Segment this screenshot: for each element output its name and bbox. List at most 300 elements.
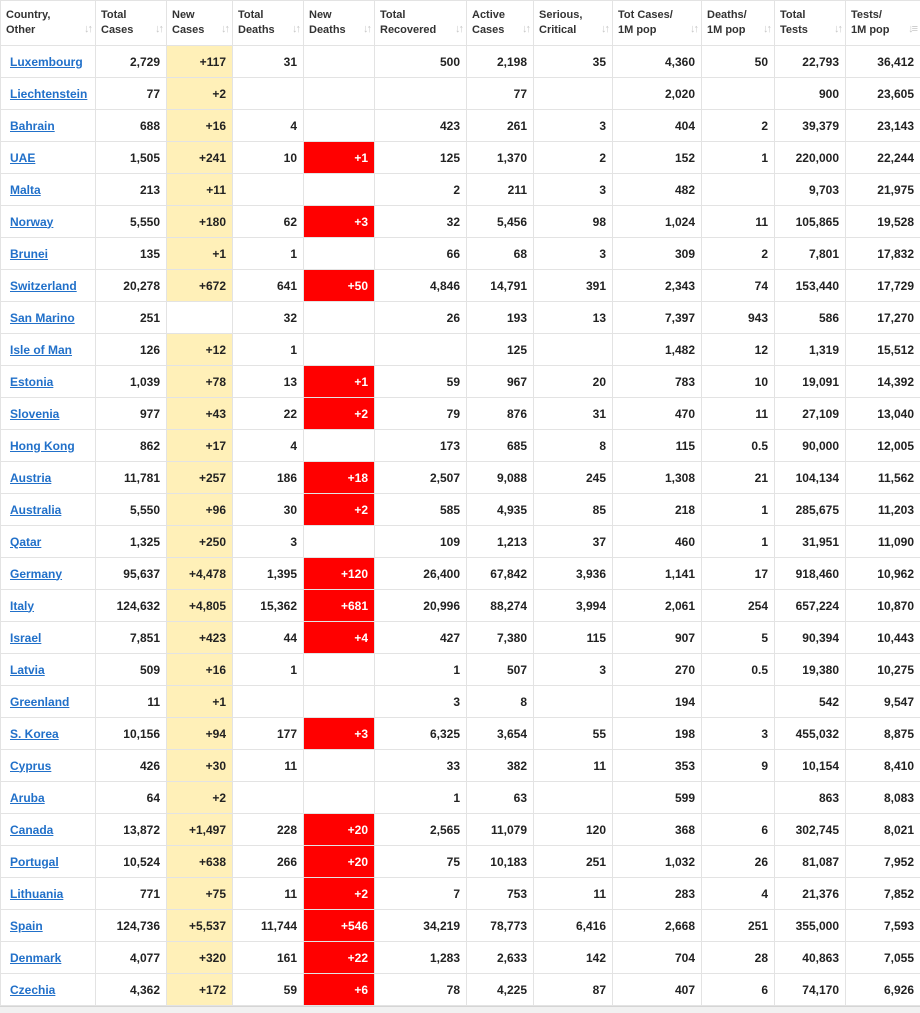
cell-total-deaths: 31 [233,46,304,78]
cell-total-cases: 977 [96,398,167,430]
cell-total-tests: 104,134 [775,462,846,494]
table-row [1,622,920,654]
cell-deaths-1m: 5 [702,622,775,654]
cell-tests-1m: 6,926 [846,974,920,1006]
table-row [1,910,920,942]
cell-total-recovered: 33 [375,750,467,782]
cell-active-cases: 1,370 [467,142,534,174]
cell-tests-1m: 23,605 [846,78,920,110]
country-link[interactable]: Italy [10,599,34,613]
sort-desc-icon[interactable]: ↓≡ [908,22,916,37]
cell-total-recovered: 34,219 [375,910,467,942]
cell-total-cases: 20,278 [96,270,167,302]
cell-new-cases: +78 [167,366,233,398]
cell-tot-cases-1m: 7,397 [613,302,702,334]
column-header-tests-1m[interactable] [846,1,920,46]
sort-icon[interactable]: ↓↑ [522,22,529,37]
country-link[interactable]: UAE [10,151,35,165]
cell-serious-critical: 3 [534,654,613,686]
country-link[interactable]: San Marino [10,311,75,325]
cell-total-deaths: 13 [233,366,304,398]
cell-total-tests: 657,224 [775,590,846,622]
cell-deaths-1m: 1 [702,142,775,174]
cell-active-cases: 125 [467,334,534,366]
sort-icon[interactable]: ↓↑ [601,22,608,37]
country-link[interactable]: Greenland [10,695,69,709]
country-link[interactable]: Cyprus [10,759,51,773]
cell-new-cases: +180 [167,206,233,238]
cell-serious-critical [534,78,613,110]
sort-icon[interactable]: ↓↑ [455,22,462,37]
sort-icon[interactable]: ↓↑ [292,22,299,37]
cell-tot-cases-1m: 1,024 [613,206,702,238]
column-header-label-line1: Total [780,9,805,21]
cell-deaths-1m: 11 [702,398,775,430]
cell-country [1,462,96,494]
cell-total-cases: 5,550 [96,206,167,238]
table-row [1,334,920,366]
cell-new-deaths: +1 [304,366,375,398]
cell-active-cases: 382 [467,750,534,782]
cell-country [1,430,96,462]
cell-total-recovered: 427 [375,622,467,654]
sort-icon[interactable]: ↓↑ [155,22,162,37]
cell-tot-cases-1m: 460 [613,526,702,558]
table-row [1,270,920,302]
cell-tot-cases-1m: 470 [613,398,702,430]
cell-total-recovered: 2,507 [375,462,467,494]
cell-tot-cases-1m: 599 [613,782,702,814]
table-row [1,462,920,494]
column-header-active-cases[interactable] [467,1,534,46]
cell-total-recovered: 66 [375,238,467,270]
cell-total-deaths: 1 [233,654,304,686]
cell-active-cases: 14,791 [467,270,534,302]
cell-country [1,910,96,942]
cell-total-deaths: 59 [233,974,304,1006]
cell-total-tests: 31,951 [775,526,846,558]
cell-active-cases: 261 [467,110,534,142]
cell-deaths-1m: 17 [702,558,775,590]
country-link[interactable]: Bahrain [10,119,55,133]
cell-total-recovered: 2,565 [375,814,467,846]
cell-new-cases: +4,805 [167,590,233,622]
column-header-total-deaths[interactable] [233,1,304,46]
country-link[interactable]: Malta [10,183,41,197]
column-header-label-line1: Serious, [539,9,582,21]
cell-tot-cases-1m: 1,308 [613,462,702,494]
column-header-label-line2: Deaths [238,24,275,36]
cell-new-deaths: +4 [304,622,375,654]
cell-country [1,494,96,526]
cell-tot-cases-1m: 407 [613,974,702,1006]
cell-new-cases: +94 [167,718,233,750]
cell-serious-critical: 13 [534,302,613,334]
column-header-label-line2: Tests [780,24,808,36]
cell-serious-critical: 245 [534,462,613,494]
cell-total-recovered: 585 [375,494,467,526]
cell-deaths-1m: 0.5 [702,430,775,462]
cell-tot-cases-1m: 2,668 [613,910,702,942]
cell-tot-cases-1m: 115 [613,430,702,462]
country-link[interactable]: Qatar [10,535,41,549]
sort-icon[interactable]: ↓↑ [84,22,91,37]
cell-serious-critical: 37 [534,526,613,558]
cell-serious-critical: 11 [534,750,613,782]
cell-country [1,526,96,558]
cell-total-deaths: 1,395 [233,558,304,590]
sort-icon[interactable]: ↓↑ [763,22,770,37]
table-row [1,78,920,110]
cell-new-deaths: +2 [304,398,375,430]
cell-total-recovered: 4,846 [375,270,467,302]
country-link[interactable]: Switzerland [10,279,77,293]
cell-country [1,814,96,846]
cell-tests-1m: 17,270 [846,302,920,334]
cell-deaths-1m: 74 [702,270,775,302]
sort-icon[interactable]: ↓↑ [834,22,841,37]
cell-new-deaths: +3 [304,206,375,238]
cell-country [1,238,96,270]
cell-new-deaths [304,78,375,110]
cell-country [1,366,96,398]
column-header-label-line2: 1M pop [707,24,746,36]
cell-total-deaths: 1 [233,238,304,270]
cell-total-tests: 302,745 [775,814,846,846]
cell-active-cases: 753 [467,878,534,910]
cell-total-deaths: 186 [233,462,304,494]
cell-new-deaths: +2 [304,878,375,910]
cell-tot-cases-1m: 309 [613,238,702,270]
cell-tot-cases-1m: 2,020 [613,78,702,110]
cell-active-cases: 10,183 [467,846,534,878]
country-link[interactable]: Liechtenstein [10,87,87,101]
cell-total-cases: 1,505 [96,142,167,174]
table-row [1,942,920,974]
cell-total-cases: 1,039 [96,366,167,398]
column-header-label-line1: Total [380,9,405,21]
cell-country [1,942,96,974]
cell-active-cases: 5,456 [467,206,534,238]
cell-tests-1m: 21,975 [846,174,920,206]
cell-new-cases: +75 [167,878,233,910]
country-link[interactable]: Slovenia [10,407,59,421]
cell-total-tests: 19,091 [775,366,846,398]
cell-deaths-1m: 0.5 [702,654,775,686]
column-header-label-line2: Cases [172,24,204,36]
cell-new-cases: +11 [167,174,233,206]
cell-serious-critical: 3 [534,238,613,270]
column-header-total-tests[interactable] [775,1,846,46]
cell-new-deaths [304,110,375,142]
cell-active-cases: 685 [467,430,534,462]
cell-total-deaths: 62 [233,206,304,238]
country-link[interactable]: Brunei [10,247,48,261]
cell-tests-1m: 36,412 [846,46,920,78]
cell-tests-1m: 11,090 [846,526,920,558]
cell-new-deaths [304,302,375,334]
cell-country [1,846,96,878]
country-link[interactable]: Luxembourg [10,55,83,69]
country-link[interactable]: Portugal [10,855,59,869]
country-link[interactable]: Spain [10,919,43,933]
cell-total-deaths: 3 [233,526,304,558]
cell-serious-critical: 35 [534,46,613,78]
table-row [1,974,920,1006]
cell-total-tests: 81,087 [775,846,846,878]
cell-tot-cases-1m: 1,032 [613,846,702,878]
column-header-country[interactable] [1,1,96,46]
cell-total-cases: 688 [96,110,167,142]
cell-new-cases: +320 [167,942,233,974]
country-link[interactable]: Israel [10,631,41,645]
table-row [1,142,920,174]
cell-tests-1m: 11,562 [846,462,920,494]
cell-tot-cases-1m: 1,482 [613,334,702,366]
column-header-serious-critical[interactable] [534,1,613,46]
table-row [1,206,920,238]
cell-tests-1m: 8,875 [846,718,920,750]
cell-tot-cases-1m: 704 [613,942,702,974]
cell-new-deaths [304,782,375,814]
cell-deaths-1m: 2 [702,238,775,270]
country-link[interactable]: Australia [10,503,61,517]
country-link[interactable]: Isle of Man [10,343,72,357]
cell-total-recovered: 1 [375,654,467,686]
cell-country [1,654,96,686]
cell-total-deaths: 15,362 [233,590,304,622]
cell-total-tests: 918,460 [775,558,846,590]
table-row [1,110,920,142]
cell-total-deaths: 177 [233,718,304,750]
cell-total-recovered: 26,400 [375,558,467,590]
cell-total-recovered: 2 [375,174,467,206]
cell-total-tests: 40,863 [775,942,846,974]
cell-total-cases: 2,729 [96,46,167,78]
cell-active-cases: 4,225 [467,974,534,1006]
cell-active-cases: 8 [467,686,534,718]
cell-serious-critical: 251 [534,846,613,878]
cell-serious-critical: 98 [534,206,613,238]
country-link[interactable]: Austria [10,471,51,485]
cell-deaths-1m [702,78,775,110]
cell-new-cases: +250 [167,526,233,558]
cell-total-deaths: 10 [233,142,304,174]
cell-deaths-1m: 4 [702,878,775,910]
cell-total-deaths [233,174,304,206]
country-link[interactable]: Hong Kong [10,439,75,453]
cell-deaths-1m: 9 [702,750,775,782]
cell-new-cases: +16 [167,654,233,686]
cell-total-tests: 586 [775,302,846,334]
table-row [1,238,920,270]
column-header-deaths-1m[interactable] [702,1,775,46]
column-header-label-line2: Cases [101,24,133,36]
cell-serious-critical: 87 [534,974,613,1006]
cell-new-deaths: +20 [304,814,375,846]
cell-total-cases: 862 [96,430,167,462]
country-link[interactable]: Norway [10,215,53,229]
cell-serious-critical: 3,994 [534,590,613,622]
cell-total-recovered: 20,996 [375,590,467,622]
cell-new-cases: +5,537 [167,910,233,942]
cell-new-deaths [304,750,375,782]
table-row [1,398,920,430]
cell-serious-critical: 142 [534,942,613,974]
cell-country [1,142,96,174]
cell-total-tests: 19,380 [775,654,846,686]
cell-serious-critical: 31 [534,398,613,430]
cell-total-deaths: 22 [233,398,304,430]
cell-total-deaths: 44 [233,622,304,654]
table-row [1,174,920,206]
cell-new-cases: +117 [167,46,233,78]
cell-total-recovered: 125 [375,142,467,174]
cell-country [1,878,96,910]
cell-country [1,686,96,718]
cell-country [1,302,96,334]
table-row [1,814,920,846]
sort-icon[interactable]: ↓↑ [221,22,228,37]
cell-total-tests: 863 [775,782,846,814]
column-header-tot-cases-1m[interactable] [613,1,702,46]
cell-new-cases: +16 [167,110,233,142]
cell-active-cases: 88,274 [467,590,534,622]
country-link[interactable]: Germany [10,567,62,581]
cell-total-recovered: 173 [375,430,467,462]
cell-total-cases: 251 [96,302,167,334]
table-row [1,590,920,622]
cell-total-deaths: 1 [233,334,304,366]
cell-serious-critical: 55 [534,718,613,750]
country-link[interactable]: Estonia [10,375,53,389]
cell-tests-1m: 17,832 [846,238,920,270]
cell-serious-critical: 8 [534,430,613,462]
cell-total-deaths: 11 [233,878,304,910]
cell-tests-1m: 9,547 [846,686,920,718]
column-header-total-recovered[interactable] [375,1,467,46]
cell-total-recovered: 1 [375,782,467,814]
cell-total-tests: 1,319 [775,334,846,366]
column-header-label-line2: Deaths [309,24,346,36]
column-header-label-line1: Total [101,9,126,21]
cell-active-cases: 67,842 [467,558,534,590]
cell-total-cases: 4,362 [96,974,167,1006]
cell-tests-1m: 7,952 [846,846,920,878]
cell-active-cases: 11,079 [467,814,534,846]
cell-country [1,974,96,1006]
cell-serious-critical [534,782,613,814]
cell-total-deaths: 30 [233,494,304,526]
country-link[interactable]: Latvia [10,663,45,677]
cell-serious-critical: 3 [534,174,613,206]
table-row [1,494,920,526]
country-link[interactable]: S. Korea [10,727,59,741]
cell-new-deaths: +681 [304,590,375,622]
cell-total-deaths: 641 [233,270,304,302]
cell-new-deaths: +20 [304,846,375,878]
cell-deaths-1m: 21 [702,462,775,494]
country-link[interactable]: Canada [10,823,53,837]
country-link[interactable]: Aruba [10,791,45,805]
cell-deaths-1m: 943 [702,302,775,334]
cell-total-cases: 124,632 [96,590,167,622]
cell-total-tests: 22,793 [775,46,846,78]
column-header-total-cases[interactable] [96,1,167,46]
cell-active-cases: 1,213 [467,526,534,558]
cell-tests-1m: 7,852 [846,878,920,910]
cell-active-cases: 7,380 [467,622,534,654]
cell-active-cases: 967 [467,366,534,398]
cell-active-cases: 193 [467,302,534,334]
cell-serious-critical: 115 [534,622,613,654]
cell-active-cases: 2,633 [467,942,534,974]
cell-active-cases: 68 [467,238,534,270]
country-link[interactable]: Denmark [10,951,61,965]
cell-total-recovered [375,78,467,110]
column-header-label-line1: Tot Cases/ [618,9,673,21]
cell-new-cases: +30 [167,750,233,782]
table-row [1,526,920,558]
cell-total-deaths [233,782,304,814]
cell-total-cases: 7,851 [96,622,167,654]
cell-total-recovered: 59 [375,366,467,398]
cell-total-tests: 542 [775,686,846,718]
cell-deaths-1m [702,686,775,718]
table-row [1,430,920,462]
cell-tests-1m: 8,021 [846,814,920,846]
cell-total-tests: 285,675 [775,494,846,526]
cell-country [1,174,96,206]
cell-total-tests: 153,440 [775,270,846,302]
cell-serious-critical [534,686,613,718]
cell-country [1,334,96,366]
cell-new-deaths [304,526,375,558]
cell-total-tests: 355,000 [775,910,846,942]
column-header-new-deaths[interactable] [304,1,375,46]
cell-total-cases: 1,325 [96,526,167,558]
cell-new-cases: +2 [167,78,233,110]
cell-serious-critical: 2 [534,142,613,174]
cell-new-cases: +17 [167,430,233,462]
column-header-new-cases[interactable] [167,1,233,46]
cell-tot-cases-1m: 218 [613,494,702,526]
country-link[interactable]: Czechia [10,983,55,997]
cell-total-recovered: 32 [375,206,467,238]
sort-icon[interactable]: ↓↑ [363,22,370,37]
sort-icon[interactable]: ↓↑ [690,22,697,37]
cell-new-cases: +672 [167,270,233,302]
cell-new-deaths: +50 [304,270,375,302]
cell-new-cases: +1 [167,686,233,718]
cell-new-cases: +257 [167,462,233,494]
cell-tot-cases-1m: 270 [613,654,702,686]
cell-new-cases: +423 [167,622,233,654]
cell-new-deaths: +120 [304,558,375,590]
cell-deaths-1m [702,782,775,814]
country-link[interactable]: Lithuania [10,887,63,901]
cell-deaths-1m: 254 [702,590,775,622]
cell-total-cases: 124,736 [96,910,167,942]
cell-country [1,110,96,142]
cell-tests-1m: 10,275 [846,654,920,686]
cell-total-tests: 220,000 [775,142,846,174]
cell-deaths-1m: 12 [702,334,775,366]
cell-new-deaths: +546 [304,910,375,942]
cell-country [1,782,96,814]
cell-deaths-1m: 26 [702,846,775,878]
cell-tot-cases-1m: 152 [613,142,702,174]
